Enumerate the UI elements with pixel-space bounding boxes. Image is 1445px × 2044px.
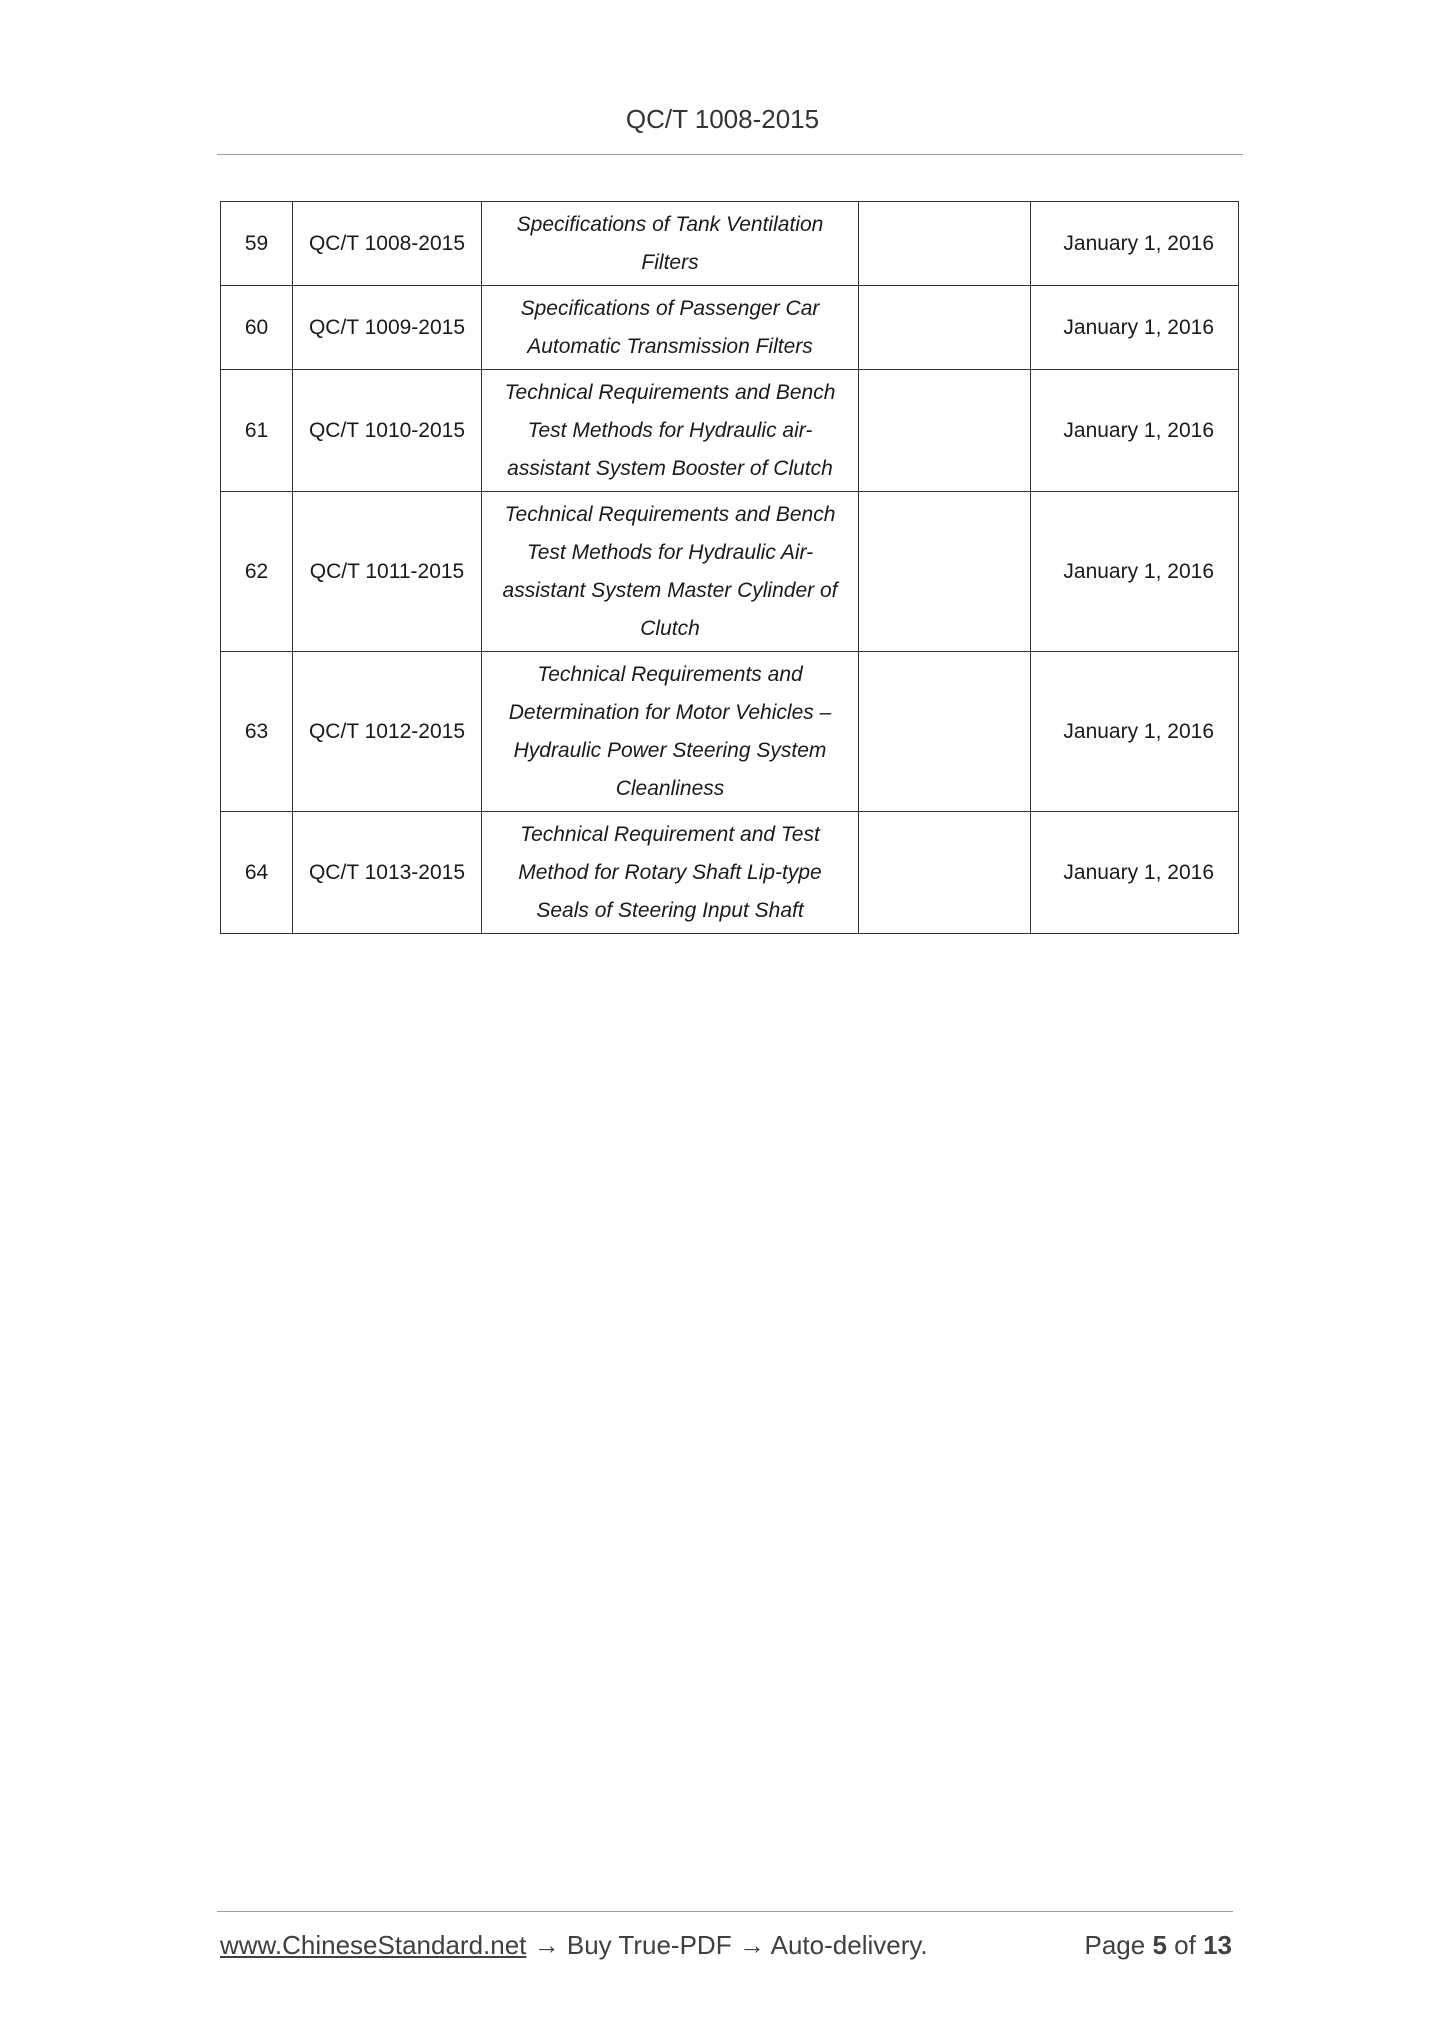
page-footer bbox=[220, 1930, 1232, 1966]
table-row bbox=[221, 652, 1239, 812]
page-of: of bbox=[1174, 1930, 1196, 1960]
implementation-date: January 1, 2016 bbox=[1031, 492, 1239, 652]
standard-title: Technical Requirements and Bench Test Methods for Hydraulic air-assistant System Booster of Clutch bbox=[482, 370, 859, 492]
auto-delivery-text: Auto-delivery. bbox=[770, 1930, 928, 1960]
footer-promo bbox=[220, 1930, 928, 1961]
standard-title: Specifications of Tank Ventilation Filters bbox=[482, 202, 859, 286]
standard-code: QC/T 1008-2015 bbox=[293, 202, 482, 286]
standard-code: QC/T 1010-2015 bbox=[293, 370, 482, 492]
replaced-standard bbox=[859, 812, 1031, 934]
buy-true-pdf-text: Buy True-PDF bbox=[566, 1930, 732, 1960]
standard-title: Specifications of Passenger Car Automatic Transmission Filters bbox=[482, 286, 859, 370]
row-number: 64 bbox=[221, 812, 293, 934]
page-current: 5 bbox=[1152, 1930, 1167, 1960]
row-number: 59 bbox=[221, 202, 293, 286]
page-header-title: QC/T 1008-2015 bbox=[625, 104, 820, 134]
replaced-standard bbox=[859, 492, 1031, 652]
standard-code: QC/T 1009-2015 bbox=[293, 286, 482, 370]
standards-table bbox=[220, 201, 1239, 934]
arrow-right-icon: → bbox=[533, 1930, 560, 1960]
footer-divider bbox=[217, 1911, 1233, 1912]
standard-title: Technical Requirements and Determination for Motor Vehicles – Hydraulic Power Steering System Cleanliness bbox=[482, 652, 859, 812]
table-row bbox=[221, 812, 1239, 934]
row-number: 62 bbox=[221, 492, 293, 652]
table-row bbox=[221, 492, 1239, 652]
implementation-date: January 1, 2016 bbox=[1031, 652, 1239, 812]
implementation-date: January 1, 2016 bbox=[1031, 202, 1239, 286]
standard-code: QC/T 1012-2015 bbox=[293, 652, 482, 812]
implementation-date: January 1, 2016 bbox=[1031, 286, 1239, 370]
implementation-date: January 1, 2016 bbox=[1031, 812, 1239, 934]
website-link[interactable]: www.ChineseStandard.net bbox=[220, 1930, 527, 1960]
table-row bbox=[221, 202, 1239, 286]
replaced-standard bbox=[859, 370, 1031, 492]
implementation-date: January 1, 2016 bbox=[1031, 370, 1239, 492]
page-total: 13 bbox=[1203, 1930, 1232, 1960]
page-number bbox=[1084, 1930, 1232, 1961]
standard-code: QC/T 1013-2015 bbox=[293, 812, 482, 934]
row-number: 63 bbox=[221, 652, 293, 812]
replaced-standard bbox=[859, 652, 1031, 812]
standard-code: QC/T 1011-2015 bbox=[293, 492, 482, 652]
replaced-standard bbox=[859, 202, 1031, 286]
arrow-right-icon: → bbox=[738, 1930, 765, 1960]
standard-title: Technical Requirements and Bench Test Methods for Hydraulic Air-assistant System Master Cylinder of Clutch bbox=[482, 492, 859, 652]
row-number: 61 bbox=[221, 370, 293, 492]
row-number: 60 bbox=[221, 286, 293, 370]
page-label: Page bbox=[1084, 1930, 1146, 1960]
table-row bbox=[221, 286, 1239, 370]
header-divider bbox=[217, 154, 1243, 155]
replaced-standard bbox=[859, 286, 1031, 370]
standard-title: Technical Requirement and Test Method for Rotary Shaft Lip-type Seals of Steering Input Shaft bbox=[482, 812, 859, 934]
table-row bbox=[221, 370, 1239, 492]
